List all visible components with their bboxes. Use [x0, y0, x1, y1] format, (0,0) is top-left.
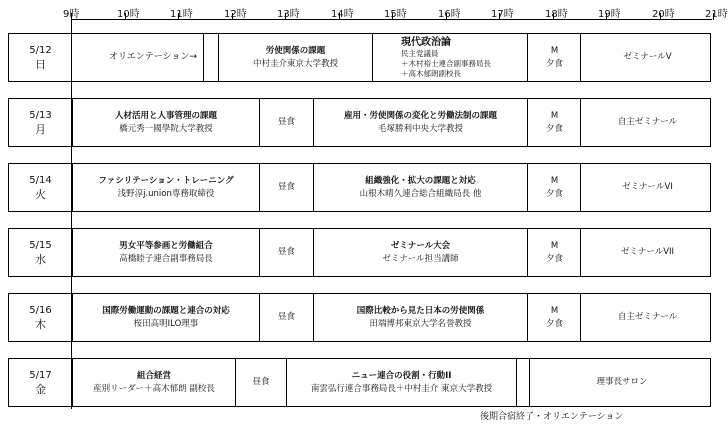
session-title: 雇用・労使関係の変化と労働法制の課題: [343, 110, 497, 121]
session-title: M: [550, 110, 559, 121]
day-date: [9, 294, 72, 341]
session-cell: [580, 164, 714, 211]
footer-note: 後期合宿終了・オリエンテーション: [480, 412, 624, 422]
date-label: 5/17: [29, 369, 52, 381]
hour-label: 10時: [117, 9, 140, 20]
session-cell: [259, 164, 313, 211]
session-cell: [372, 34, 527, 81]
session-cell: [72, 34, 203, 81]
day-row: [8, 293, 711, 342]
session-cell: [259, 294, 313, 341]
session-detail: 高橋睦子連合副事務局長: [119, 253, 213, 264]
session-detail: 民主党議員: [401, 49, 439, 58]
session-cell: [527, 229, 581, 276]
session-title: ゼミナールV: [623, 52, 672, 62]
session-title: M: [550, 45, 559, 56]
session-detail: 夕食: [545, 188, 563, 199]
hour-label: 21時: [705, 9, 728, 20]
date-label: 5/15: [29, 239, 52, 251]
hour-label: 12時: [224, 9, 247, 20]
session-cell: [259, 229, 313, 276]
day-date: [9, 164, 72, 211]
day-row: [8, 163, 711, 212]
hour-label: 20時: [652, 9, 675, 20]
session-detail: ＋木村裕士連合副事務局長: [401, 59, 491, 68]
hour-label: 19時: [598, 9, 621, 20]
session-title: 昼食: [277, 117, 295, 127]
session-title: 人材活用と人事管理の課題: [114, 110, 217, 121]
session-title: ゼミナール大会: [390, 240, 451, 251]
session-cell: [527, 34, 581, 81]
date-label: 5/16: [29, 304, 52, 316]
session-detail: 夕食: [545, 58, 563, 69]
session-title: 昼食: [277, 182, 295, 192]
session-title: 昼食: [277, 312, 295, 322]
session-cell: [72, 164, 259, 211]
session-cell: [529, 359, 714, 406]
session-detail: 夕食: [545, 253, 563, 264]
session-cell: [580, 99, 714, 146]
session-detail: 中村圭介東京大学教授: [252, 58, 338, 69]
session-detail: 山根木晴久連合総合組織局長 他: [359, 188, 482, 199]
session-title: 組織強化・拡大の課題と対応: [365, 175, 476, 186]
session-cell: [313, 294, 527, 341]
session-title: 労使関係の課題: [265, 45, 326, 56]
session-title: ゼミナールVI: [622, 182, 673, 192]
session-title: ゼミナールVII: [620, 247, 675, 257]
session-cell: [218, 34, 372, 81]
session-title: 昼食: [277, 247, 295, 257]
day-date: [9, 359, 72, 406]
weekday-label: 月: [35, 122, 46, 136]
weekday-label: 水: [35, 252, 46, 266]
session-title: 自主ゼミナール: [617, 117, 678, 127]
session-cell: [580, 229, 714, 276]
session-cell: [72, 99, 259, 146]
session-detail: 夕食: [545, 318, 563, 329]
session-title: 現代政治論: [401, 37, 451, 48]
day-row: [8, 358, 711, 407]
session-title: 組合経営: [136, 370, 171, 381]
session-cell: [580, 34, 714, 81]
session-title: 国際比較から見た日本の労使関係: [356, 305, 485, 316]
hour-label: 9時: [63, 9, 80, 20]
session-cell: [313, 229, 527, 276]
session-title: 理事長サロン: [596, 377, 648, 387]
session-detail: 産別リーダー＋高木郁朗 副校長: [93, 383, 215, 394]
date-label: 5/13: [29, 109, 52, 121]
session-title: 昼食: [252, 377, 270, 387]
session-title: 男女平等参画と労働組合: [119, 240, 213, 251]
session-cell: [313, 164, 527, 211]
day-date: [9, 99, 72, 146]
day-row: [8, 98, 711, 147]
session-detail: 南雲弘行連合事務局長＋中村圭介 東京大学教授: [310, 383, 493, 394]
session-cell: [72, 359, 235, 406]
session-detail: ゼミナール担当講師: [382, 253, 459, 264]
session-cell: [527, 164, 581, 211]
session-cell: [527, 294, 581, 341]
day-date: [9, 34, 72, 81]
session-title: 国際労働運動の課題と連合の対応: [102, 305, 230, 316]
session-cell: [235, 359, 286, 406]
session-title: 自主ゼミナール: [617, 312, 678, 322]
session-cell: [72, 294, 259, 341]
weekday-label: 日: [35, 57, 46, 71]
hour-label: 15時: [384, 9, 407, 20]
hour-label: 14時: [331, 9, 354, 20]
session-detail: 夕食: [545, 123, 563, 134]
session-cell: [313, 99, 527, 146]
hour-label: 11時: [170, 9, 193, 20]
session-detail: 桜田高明ILO理事: [133, 318, 199, 329]
session-detail: ＋高木郁朗副校長: [401, 69, 461, 78]
session-cell: [286, 359, 516, 406]
session-cell: [516, 359, 529, 406]
hour-label: 18時: [545, 9, 568, 20]
date-label: 5/14: [29, 174, 52, 186]
session-detail: 浅野淳j.union専務取締役: [117, 188, 215, 199]
session-title: ニュー連合の役割・行動II: [351, 370, 452, 381]
hour-label: 17時: [491, 9, 514, 20]
date-label: 5/12: [29, 44, 52, 56]
session-cell: [580, 294, 714, 341]
session-title: M: [550, 240, 559, 251]
session-title: M: [550, 175, 559, 186]
day-date: [9, 229, 72, 276]
session-detail: 田端博邦東京大学名誉教授: [369, 318, 472, 329]
session-cell: [203, 34, 218, 81]
hour-label: 16時: [438, 9, 461, 20]
session-cell: [72, 229, 259, 276]
day-row: [8, 33, 711, 82]
session-detail: 橋元秀一國學院大学教授: [119, 123, 213, 134]
session-title: オリエンテーション→: [108, 52, 197, 62]
weekday-label: 金: [35, 382, 46, 396]
session-cell: [259, 99, 313, 146]
hour-label: 13時: [277, 9, 300, 20]
day-row: [8, 228, 711, 277]
session-title: ファシリテーション・トレーニング: [98, 175, 234, 186]
session-detail: 毛塚勝利中央大学教授: [377, 123, 463, 134]
weekday-label: 火: [35, 187, 46, 201]
weekday-label: 木: [35, 317, 46, 331]
session-title: M: [550, 305, 559, 316]
session-cell: [527, 99, 581, 146]
